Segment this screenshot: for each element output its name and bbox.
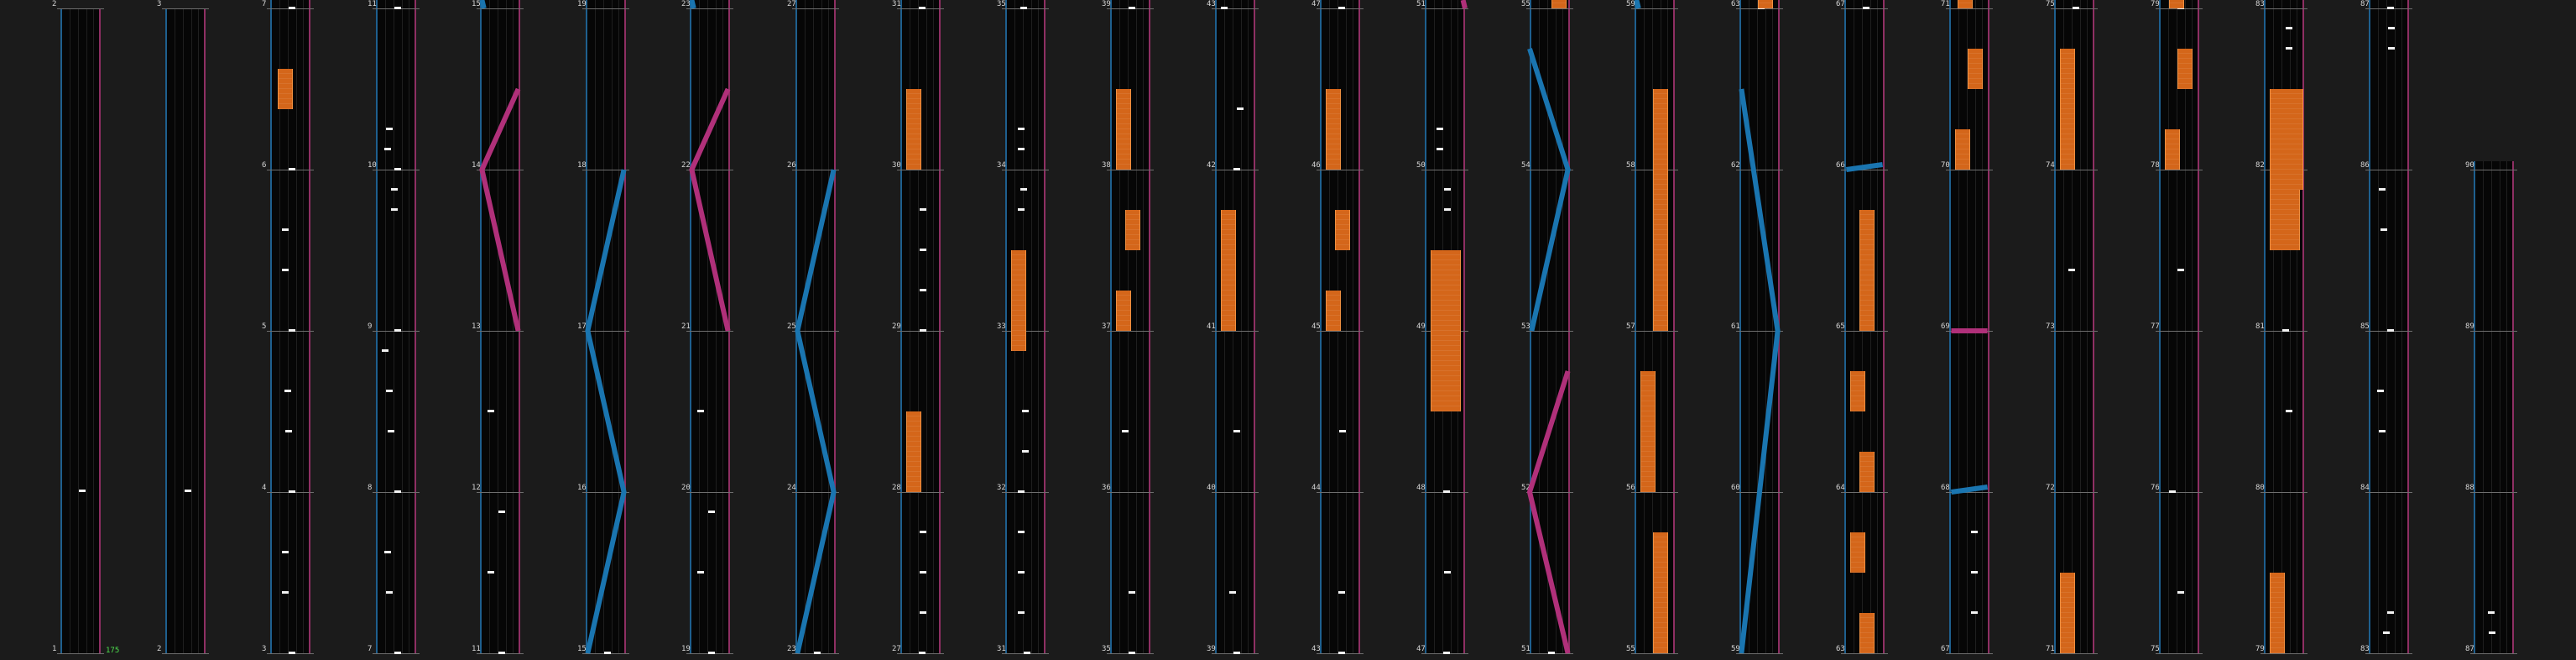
pink-slide-path [1463,0,1465,8]
measure-number: 87 [2465,645,2474,653]
measure-number: 83 [2255,0,2265,8]
measure-number: 86 [2360,161,2370,170]
measure-number: 23 [681,0,691,8]
measure-number: 87 [2360,0,2370,8]
blue-slide-path [587,170,623,653]
measure-number: 2 [157,645,162,653]
measure-number: 57 [1626,322,1635,331]
measure-number: 26 [787,161,796,170]
blue-slide-path [1846,165,1882,170]
measure-number: 21 [681,322,691,331]
measure-number: 15 [472,0,481,8]
measure-number: 51 [1416,0,1426,8]
measure-number: 43 [1207,0,1216,8]
measure-number: 63 [1731,0,1740,8]
measure-number: 76 [2151,484,2160,492]
measure-number: 15 [577,645,587,653]
measure-number: 27 [892,645,901,653]
measure-number: 34 [997,161,1006,170]
measure-number: 19 [681,645,691,653]
measure-number: 79 [2255,645,2265,653]
measure-number: 19 [577,0,587,8]
measure-number: 84 [2360,484,2370,492]
measure-number: 45 [1311,322,1321,331]
measure-number: 67 [1941,645,1950,653]
measure-number: 33 [997,322,1006,331]
measure-number: 24 [787,484,796,492]
measure-number: 35 [1102,645,1111,653]
measure-number: 37 [1102,322,1111,331]
measure-number: 39 [1207,645,1216,653]
measure-number: 36 [1102,484,1111,492]
measure-number: 7 [262,0,267,8]
measure-number: 30 [892,161,901,170]
measure-number: 2 [52,0,57,8]
blue-slide-path [1741,89,1777,653]
measure-number: 47 [1416,645,1426,653]
measure-number: 32 [997,484,1006,492]
measure-number: 75 [2046,0,2055,8]
measure-number: 4 [262,484,267,492]
measure-number: 49 [1416,322,1426,331]
measure-number: 11 [368,0,377,8]
measure-number: 3 [262,645,267,653]
measure-number: 23 [787,645,796,653]
measure-number: 1 [52,645,57,653]
measure-number: 13 [472,322,481,331]
measure-number: 65 [1836,322,1845,331]
measure-number: 52 [1521,484,1530,492]
measure-number: 27 [787,0,796,8]
measure-number: 3 [157,0,162,8]
measure-number: 7 [368,645,373,653]
measure-number: 28 [892,484,901,492]
blue-slide-path [691,0,693,8]
measure-number: 90 [2465,161,2474,170]
measure-number: 5 [262,322,267,331]
measure-number: 20 [681,484,691,492]
measure-number: 80 [2255,484,2265,492]
measure-number: 61 [1731,322,1740,331]
measure-number: 9 [368,322,373,331]
blue-slide-path [1951,487,1987,492]
measure-number: 89 [2465,322,2474,331]
measure-number: 29 [892,322,901,331]
pink-slide-path [482,89,518,331]
measure-number: 55 [1521,0,1530,8]
measure-number: 74 [2046,161,2055,170]
blue-slide-path [797,170,833,653]
measure-number: 79 [2151,0,2160,8]
measure-number: 59 [1626,0,1635,8]
measure-number: 70 [1941,161,1950,170]
measure-number: 11 [472,645,481,653]
measure-number: 85 [2360,322,2370,331]
measure-number: 8 [368,484,373,492]
pink-slide-path [1530,371,1568,653]
measure-number: 25 [787,322,796,331]
measure-number: 17 [577,322,587,331]
measure-number: 48 [1416,484,1426,492]
measure-number: 6 [262,161,267,170]
measure-number: 60 [1731,484,1740,492]
measure-number: 68 [1941,484,1950,492]
measure-number: 73 [2046,322,2055,331]
measure-number: 75 [2151,645,2160,653]
measure-number: 40 [1207,484,1216,492]
measure-number: 43 [1311,645,1321,653]
measure-number: 16 [577,484,587,492]
measure-number: 42 [1207,161,1216,170]
blue-slide-path [482,0,483,8]
measure-number: 69 [1941,322,1950,331]
measure-number: 67 [1836,0,1845,8]
measure-number: 58 [1626,161,1635,170]
measure-number: 63 [1836,645,1845,653]
measure-number: 31 [892,0,901,8]
measure-number: 41 [1207,322,1216,331]
measure-number: 81 [2255,322,2265,331]
measure-number: 47 [1311,0,1321,8]
measure-number: 72 [2046,484,2055,492]
measure-number: 54 [1521,161,1530,170]
measure-number: 44 [1311,484,1321,492]
bpm-label: 175 [106,647,120,655]
measure-number: 10 [368,161,377,170]
measure-number: 14 [472,161,481,170]
measure-number: 66 [1836,161,1845,170]
measure-number: 71 [1941,0,1950,8]
measure-number: 78 [2151,161,2160,170]
measure-number: 71 [2046,645,2055,653]
measure-number: 83 [2360,645,2370,653]
measure-number: 12 [472,484,481,492]
measure-number: 50 [1416,161,1426,170]
measure-number: 35 [997,0,1006,8]
measure-number: 38 [1102,161,1111,170]
measure-number: 64 [1836,484,1845,492]
measure-number: 18 [577,161,587,170]
measure-number: 82 [2255,161,2265,170]
measure-number: 56 [1626,484,1635,492]
measure-number: 46 [1311,161,1321,170]
measure-number: 31 [997,645,1006,653]
measure-number: 59 [1731,645,1740,653]
measure-number: 39 [1102,0,1111,8]
measure-number: 77 [2151,322,2160,331]
measure-number: 88 [2465,484,2474,492]
measure-number: 62 [1731,161,1740,170]
blue-slide-path [1636,0,1638,8]
measure-number: 22 [681,161,691,170]
pink-slide-path [691,89,727,331]
measure-number: 53 [1521,322,1530,331]
measure-number: 55 [1626,645,1635,653]
measure-number: 51 [1521,645,1530,653]
blue-slide-path [1530,49,1568,331]
